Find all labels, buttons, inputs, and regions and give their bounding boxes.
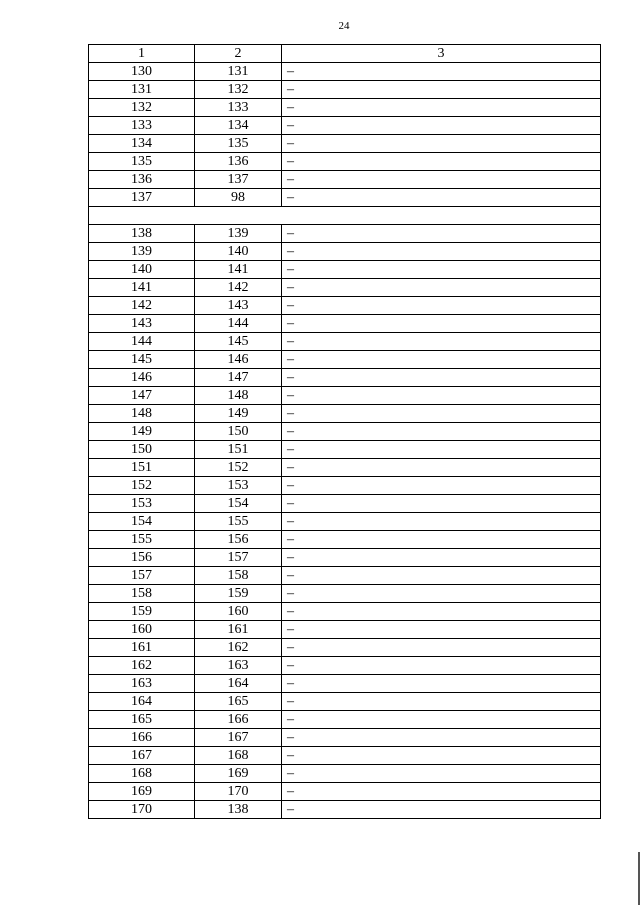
- table-cell-col-2: 136: [195, 153, 282, 171]
- table-cell-col-3: –: [282, 261, 601, 279]
- table-cell-col-1: 132: [89, 99, 195, 117]
- table-row: [89, 135, 601, 153]
- table-cell-col-3: –: [282, 387, 601, 405]
- table-cell-col-1: 160: [89, 621, 195, 639]
- table-row: [89, 243, 601, 261]
- separator-cell: [89, 207, 601, 225]
- table-cell-col-3: –: [282, 801, 601, 819]
- table-cell-col-1: 131: [89, 81, 195, 99]
- table-cell-col-1: 133: [89, 117, 195, 135]
- table-row: [89, 693, 601, 711]
- table-cell-col-2: 160: [195, 603, 282, 621]
- table-cell-col-3: –: [282, 225, 601, 243]
- table-cell-col-2: 148: [195, 387, 282, 405]
- table-cell-col-3: –: [282, 369, 601, 387]
- table-cell-col-3: –: [282, 693, 601, 711]
- page-number: 24: [338, 20, 350, 32]
- table-cell-col-3: –: [282, 549, 601, 567]
- table-cell-col-2: 98: [195, 189, 282, 207]
- table-cell-col-2: 134: [195, 117, 282, 135]
- table-cell-col-3: –: [282, 495, 601, 513]
- table-cell-col-1: 137: [89, 189, 195, 207]
- table-row: [89, 657, 601, 675]
- table-row: [89, 441, 601, 459]
- table-row: [89, 405, 601, 423]
- table-cell-col-1: 167: [89, 747, 195, 765]
- table-cell-col-2: 138: [195, 801, 282, 819]
- table-row: [89, 225, 601, 243]
- table-cell-col-2: 159: [195, 585, 282, 603]
- table-row: [89, 279, 601, 297]
- table-cell-col-3: –: [282, 243, 601, 261]
- table-row: [89, 171, 601, 189]
- table-row: [89, 783, 601, 801]
- table-cell-col-2: 140: [195, 243, 282, 261]
- column-header-3: 3: [282, 45, 601, 63]
- table-cell-col-3: –: [282, 297, 601, 315]
- column-header-2: 2: [195, 45, 282, 63]
- table-cell-col-1: 136: [89, 171, 195, 189]
- table-cell-col-3: –: [282, 711, 601, 729]
- table-cell-col-2: 156: [195, 531, 282, 549]
- table-cell-col-3: –: [282, 135, 601, 153]
- table-cell-col-1: 166: [89, 729, 195, 747]
- table-cell-col-3: –: [282, 459, 601, 477]
- table-cell-col-1: 144: [89, 333, 195, 351]
- table-row: [89, 153, 601, 171]
- table-cell-col-2: 153: [195, 477, 282, 495]
- table-cell-col-2: 152: [195, 459, 282, 477]
- table-row: [89, 261, 601, 279]
- table-cell-col-2: 154: [195, 495, 282, 513]
- table-cell-col-2: 161: [195, 621, 282, 639]
- table-cell-col-2: 147: [195, 369, 282, 387]
- table-cell-col-3: –: [282, 531, 601, 549]
- table-cell-col-3: –: [282, 351, 601, 369]
- table-row: [89, 189, 601, 207]
- table-cell-col-3: –: [282, 333, 601, 351]
- table-cell-col-3: –: [282, 513, 601, 531]
- table-cell-col-2: 137: [195, 171, 282, 189]
- table-cell-col-2: 132: [195, 81, 282, 99]
- table-cell-col-1: 142: [89, 297, 195, 315]
- table-row: [89, 81, 601, 99]
- table-cell-col-3: –: [282, 81, 601, 99]
- table-cell-col-1: 165: [89, 711, 195, 729]
- table-header: [89, 45, 601, 63]
- table-cell-col-1: 145: [89, 351, 195, 369]
- table-cell-col-1: 146: [89, 369, 195, 387]
- table-cell-col-1: 150: [89, 441, 195, 459]
- table-row: [89, 315, 601, 333]
- table-row: [89, 99, 601, 117]
- table-row: [89, 423, 601, 441]
- table-cell-col-3: –: [282, 153, 601, 171]
- table-row: [89, 675, 601, 693]
- table-row: [89, 585, 601, 603]
- table-cell-col-2: 142: [195, 279, 282, 297]
- table-cell-col-2: 131: [195, 63, 282, 81]
- table-cell-col-1: 130: [89, 63, 195, 81]
- table-cell-col-2: 165: [195, 693, 282, 711]
- table-cell-col-1: 151: [89, 459, 195, 477]
- table-cell-col-3: –: [282, 117, 601, 135]
- table-cell-col-1: 163: [89, 675, 195, 693]
- header-row: [89, 45, 601, 63]
- data-table: [88, 44, 601, 819]
- table-row: [89, 765, 601, 783]
- table-cell-col-1: 161: [89, 639, 195, 657]
- table-cell-col-1: 140: [89, 261, 195, 279]
- table-cell-col-3: –: [282, 675, 601, 693]
- table-body: [89, 63, 601, 819]
- table-cell-col-3: –: [282, 279, 601, 297]
- table-cell-col-2: 141: [195, 261, 282, 279]
- table-row: [89, 477, 601, 495]
- table-cell-col-2: 157: [195, 549, 282, 567]
- table-cell-col-1: 135: [89, 153, 195, 171]
- table-cell-col-3: –: [282, 747, 601, 765]
- table-cell-col-1: 149: [89, 423, 195, 441]
- table-row: [89, 549, 601, 567]
- table-row: [89, 621, 601, 639]
- table-row: [89, 603, 601, 621]
- table-cell-col-3: –: [282, 189, 601, 207]
- table-row: [89, 729, 601, 747]
- table-cell-col-2: 168: [195, 747, 282, 765]
- table-cell-col-1: 141: [89, 279, 195, 297]
- table-cell-col-3: –: [282, 63, 601, 81]
- table-cell-col-1: 170: [89, 801, 195, 819]
- table-row: [89, 747, 601, 765]
- table-row: [89, 639, 601, 657]
- table-cell-col-3: –: [282, 405, 601, 423]
- table-row: [89, 369, 601, 387]
- table-cell-col-1: 164: [89, 693, 195, 711]
- table-cell-col-3: –: [282, 441, 601, 459]
- table-cell-col-3: –: [282, 639, 601, 657]
- table-cell-col-3: –: [282, 783, 601, 801]
- table-row: [89, 297, 601, 315]
- table-cell-col-2: 146: [195, 351, 282, 369]
- table-cell-col-2: 143: [195, 297, 282, 315]
- table-cell-col-3: –: [282, 171, 601, 189]
- table-cell-col-2: 155: [195, 513, 282, 531]
- table-cell-col-1: 157: [89, 567, 195, 585]
- table-cell-col-1: 154: [89, 513, 195, 531]
- table-cell-col-1: 168: [89, 765, 195, 783]
- table-cell-col-3: –: [282, 567, 601, 585]
- table-separator-row: [89, 207, 601, 225]
- table-cell-col-2: 139: [195, 225, 282, 243]
- table-cell-col-1: 134: [89, 135, 195, 153]
- table-row: [89, 459, 601, 477]
- table-cell-col-3: –: [282, 99, 601, 117]
- table-cell-col-2: 150: [195, 423, 282, 441]
- table-cell-col-2: 167: [195, 729, 282, 747]
- table-cell-col-1: 143: [89, 315, 195, 333]
- table-cell-col-3: –: [282, 477, 601, 495]
- table-cell-col-1: 148: [89, 405, 195, 423]
- table-cell-col-1: 155: [89, 531, 195, 549]
- table-row: [89, 513, 601, 531]
- table-cell-col-1: 152: [89, 477, 195, 495]
- column-header-1: 1: [89, 45, 195, 63]
- table-cell-col-1: 153: [89, 495, 195, 513]
- table-row: [89, 333, 601, 351]
- table-row: [89, 117, 601, 135]
- table-cell-col-1: 138: [89, 225, 195, 243]
- table-cell-col-3: –: [282, 603, 601, 621]
- table-cell-col-2: 164: [195, 675, 282, 693]
- table-cell-col-2: 149: [195, 405, 282, 423]
- table-row: [89, 801, 601, 819]
- table-cell-col-2: 170: [195, 783, 282, 801]
- table-cell-col-3: –: [282, 729, 601, 747]
- table-cell-col-3: –: [282, 657, 601, 675]
- table-cell-col-1: 158: [89, 585, 195, 603]
- table-row: [89, 495, 601, 513]
- table-cell-col-2: 163: [195, 657, 282, 675]
- table-cell-col-1: 159: [89, 603, 195, 621]
- table-cell-col-2: 135: [195, 135, 282, 153]
- table-cell-col-2: 158: [195, 567, 282, 585]
- table-cell-col-1: 139: [89, 243, 195, 261]
- table-row: [89, 351, 601, 369]
- table-row: [89, 531, 601, 549]
- table-row: [89, 711, 601, 729]
- table-row: [89, 387, 601, 405]
- table-cell-col-2: 169: [195, 765, 282, 783]
- table-cell-col-3: –: [282, 423, 601, 441]
- table-cell-col-2: 166: [195, 711, 282, 729]
- table-cell-col-3: –: [282, 585, 601, 603]
- table-row: [89, 63, 601, 81]
- table-cell-col-2: 133: [195, 99, 282, 117]
- table-cell-col-2: 144: [195, 315, 282, 333]
- table-cell-col-1: 147: [89, 387, 195, 405]
- table-cell-col-2: 151: [195, 441, 282, 459]
- table-cell-col-1: 162: [89, 657, 195, 675]
- table-cell-col-3: –: [282, 315, 601, 333]
- table-cell-col-2: 162: [195, 639, 282, 657]
- table-cell-col-1: 156: [89, 549, 195, 567]
- table-cell-col-3: –: [282, 765, 601, 783]
- table-cell-col-3: –: [282, 621, 601, 639]
- table-cell-col-1: 169: [89, 783, 195, 801]
- table-row: [89, 567, 601, 585]
- table-cell-col-2: 145: [195, 333, 282, 351]
